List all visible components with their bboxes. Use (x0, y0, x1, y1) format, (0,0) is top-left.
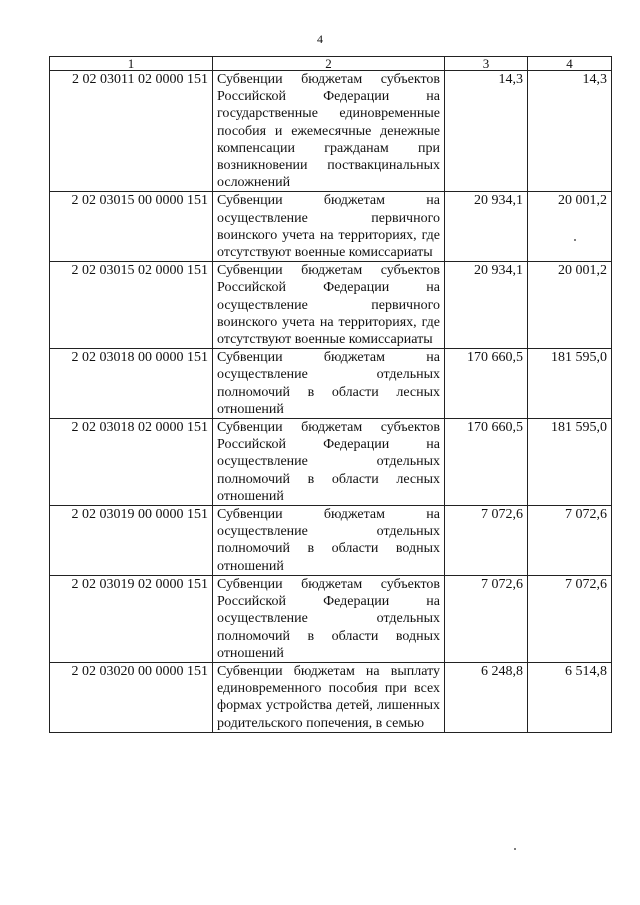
table-row (50, 192, 612, 262)
amount-col3-cell: 6 248,8 (445, 662, 528, 732)
scan-speck (574, 239, 576, 241)
page-number: 4 (317, 32, 323, 46)
scan-speck (514, 848, 516, 850)
amount-col3-cell: 20 934,1 (445, 262, 528, 349)
amount-col4-cell: 14,3 (528, 71, 612, 192)
column-header-1: 1 (50, 57, 213, 71)
table-row (50, 575, 612, 662)
description-cell: Субвенции бюджетам на осуществление первичного воинского учета на территориях, где отсутствуют военные комиссариаты (213, 192, 445, 262)
budget-code-cell: 2 02 03015 00 0000 151 (50, 192, 213, 262)
budget-code-cell: 2 02 03020 00 0000 151 (50, 662, 213, 732)
amount-col3-cell: 170 660,5 (445, 419, 528, 506)
description-cell: Субвенции бюджетам на выплату единовременного пособия при всех формах устройства детей, лишенных родительского попечения, в семью (213, 662, 445, 732)
column-header-3: 3 (445, 57, 528, 71)
description-cell: Субвенции бюджетам субъектов Российской Федерации на государственные единовременные пособия и ежемесячные денежные компенсации гражданам при возникновении поствакцинальных осложнений (213, 71, 445, 192)
table-header-row (50, 57, 612, 71)
amount-col3-cell: 7 072,6 (445, 506, 528, 576)
description-cell: Субвенции бюджетам субъектов Российской Федерации на осуществление отдельных полномочий в области водных отношений (213, 575, 445, 662)
amount-col4-cell: 6 514,8 (528, 662, 612, 732)
description-cell: Субвенции бюджетам субъектов Российской Федерации на осуществление отдельных полномочий в области лесных отношений (213, 419, 445, 506)
budget-table (49, 56, 612, 733)
amount-col4-cell: 20 001,2 (528, 262, 612, 349)
description-cell: Субвенции бюджетам субъектов Российской Федерации на осуществление первичного воинского учета на территориях, где отсутствуют военные комиссариаты (213, 262, 445, 349)
budget-code-cell: 2 02 03019 00 0000 151 (50, 506, 213, 576)
amount-col4-cell: 7 072,6 (528, 575, 612, 662)
amount-col4-cell: 7 072,6 (528, 506, 612, 576)
table-row (50, 71, 612, 192)
budget-code-cell: 2 02 03019 02 0000 151 (50, 575, 213, 662)
amount-col4-cell: 181 595,0 (528, 349, 612, 419)
amount-col3-cell: 170 660,5 (445, 349, 528, 419)
amount-col3-cell: 7 072,6 (445, 575, 528, 662)
amount-col4-cell: 181 595,0 (528, 419, 612, 506)
table-row (50, 262, 612, 349)
budget-code-cell: 2 02 03015 02 0000 151 (50, 262, 213, 349)
amount-col3-cell: 14,3 (445, 71, 528, 192)
column-header-4: 4 (528, 57, 612, 71)
amount-col4-cell: 20 001,2 (528, 192, 612, 262)
column-header-2: 2 (213, 57, 445, 71)
amount-col3-cell: 20 934,1 (445, 192, 528, 262)
table-row (50, 662, 612, 732)
table-row (50, 349, 612, 419)
description-cell: Субвенции бюджетам на осуществление отдельных полномочий в области водных отношений (213, 506, 445, 576)
budget-code-cell: 2 02 03011 02 0000 151 (50, 71, 213, 192)
table-row (50, 506, 612, 576)
budget-code-cell: 2 02 03018 02 0000 151 (50, 419, 213, 506)
description-cell: Субвенции бюджетам на осуществление отдельных полномочий в области лесных отношений (213, 349, 445, 419)
table-row (50, 419, 612, 506)
budget-code-cell: 2 02 03018 00 0000 151 (50, 349, 213, 419)
